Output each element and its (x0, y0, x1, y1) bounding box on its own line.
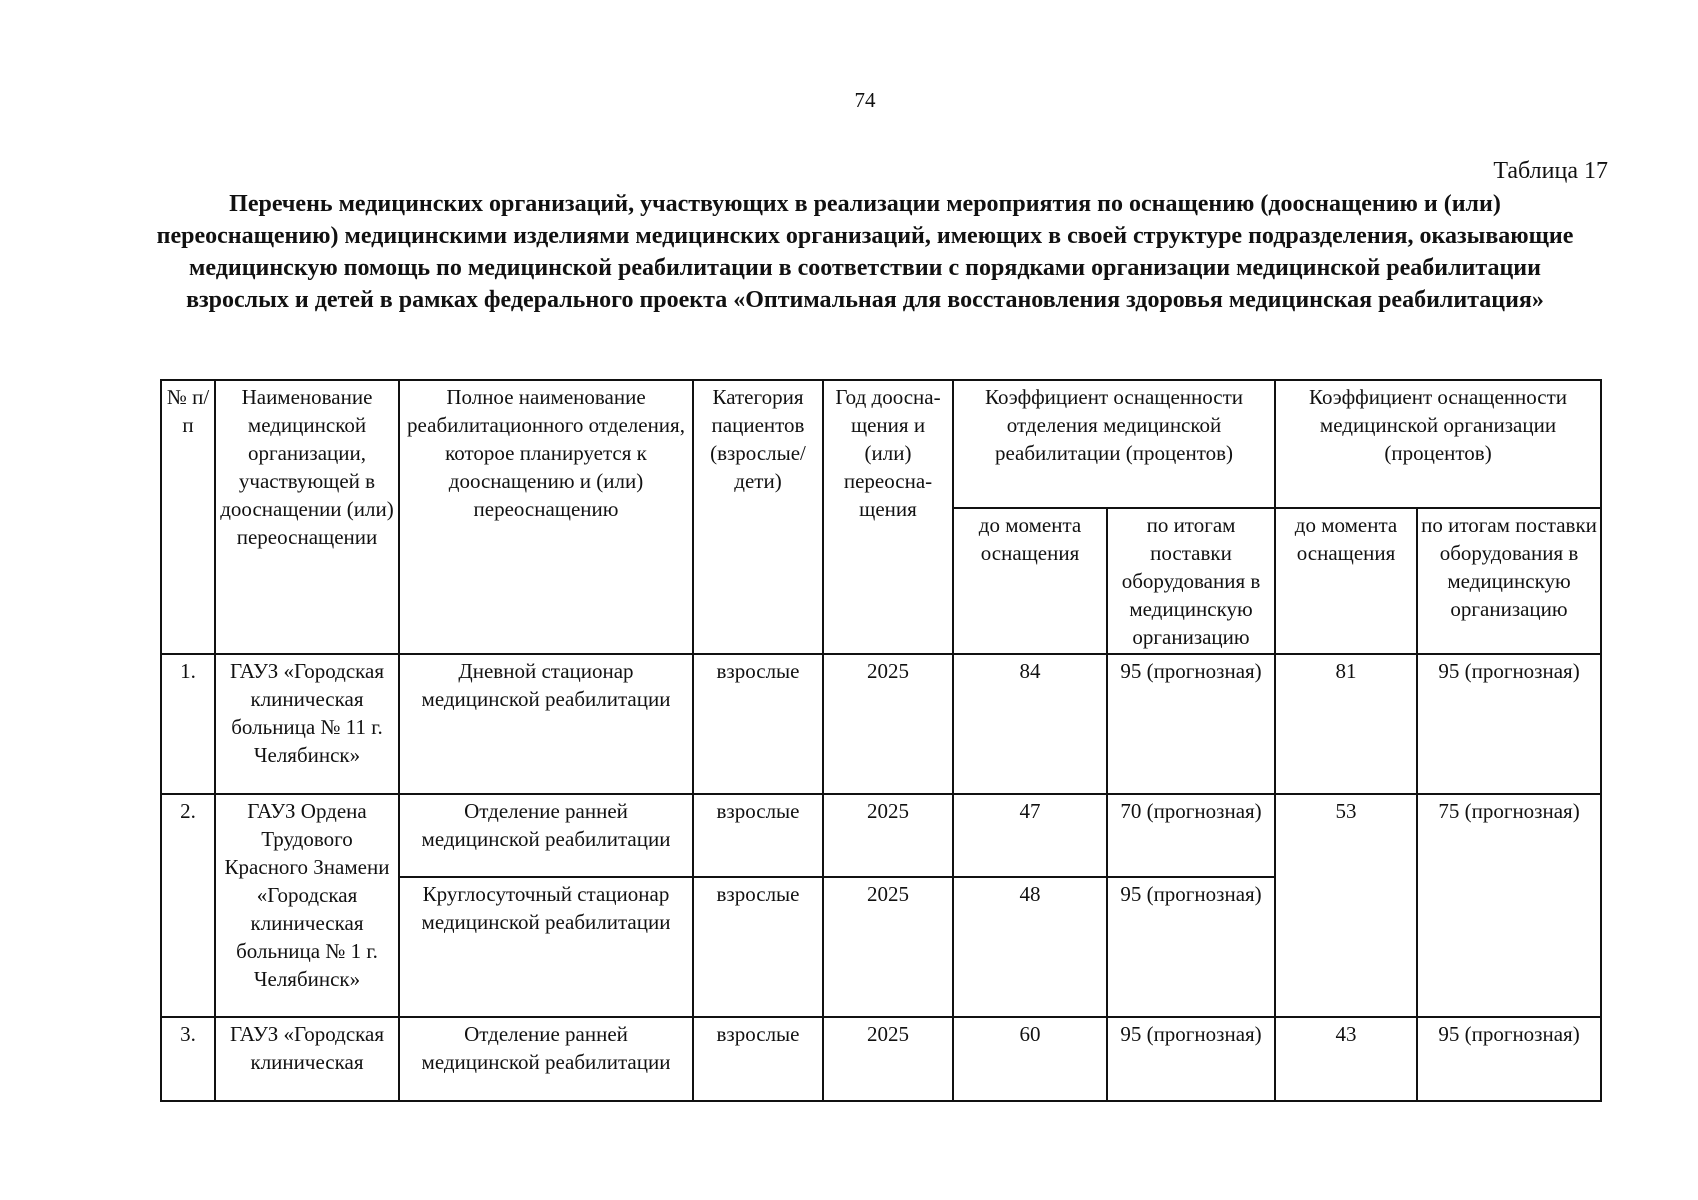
table-label: Таблица 17 (1493, 158, 1608, 184)
category-cell: взрослые (693, 877, 823, 1017)
org-name-cell: ГАУЗ «Городская клиническая больница № 11 г. Челябинск» (215, 654, 399, 794)
header-dept-name: Полное наименование реабилитационного отделения, которое планируется к дооснащению и (или) переоснащению (399, 380, 693, 654)
dept-before-cell: 60 (953, 1017, 1107, 1101)
dept-name-cell: Отделение ранней медицинской реабилитации (399, 794, 693, 877)
category-cell: взрослые (693, 1017, 823, 1101)
row-num: 3. (161, 1017, 215, 1101)
category-cell: взрослые (693, 654, 823, 794)
dept-before-cell: 48 (953, 877, 1107, 1017)
category-cell: взрослые (693, 794, 823, 877)
header-dept-before: до момента оснащения (953, 508, 1107, 654)
year-cell: 2025 (823, 654, 953, 794)
document-title: Перечень медицинских организаций, участвующих в реализации мероприятия по оснащению (дооснащению и (или) переоснащению) медицинскими изделиями медицинских организаций, имеющих в своей структуре подразделения, оказывающие медицинскую помощь по медицинской реабилитации в соответствии с порядками организации медицинской реабилитации взрослых и детей в рамках федерального проекта «Оптимальная для восстановления здоровья медицинская реабилитация» (156, 191, 1574, 313)
page-number: 74 (854, 88, 876, 112)
header-dept-coef: Коэффициент оснащенности отделения медицинской реабилитации (процентов) (953, 380, 1275, 508)
row-num: 1. (161, 654, 215, 794)
org-before-cell: 81 (1275, 654, 1417, 794)
table-row (161, 1017, 1601, 1101)
header-category: Категория пациентов (взрослые/ дети) (693, 380, 823, 654)
org-name-cell: ГАУЗ Ордена Трудового Красного Знамени «Городская клиническая больница № 1 г. Челябинск» (215, 794, 399, 1017)
dept-after-cell: 95 (прогнозная) (1107, 877, 1275, 1017)
header-org-after: по итогам поставки оборудования в медицинскую организацию (1417, 508, 1601, 654)
row-num: 2. (161, 794, 215, 1017)
year-cell: 2025 (823, 877, 953, 1017)
table-row (161, 794, 1601, 877)
header-org-coef: Коэффициент оснащенности медицинской организации (процентов) (1275, 380, 1601, 508)
header-org-before: до момента оснащения (1275, 508, 1417, 654)
dept-after-cell: 70 (прогнозная) (1107, 794, 1275, 877)
year-cell: 2025 (823, 1017, 953, 1101)
header-year: Год доосна-щения и (или) переосна-щения (823, 380, 953, 654)
org-after-cell: 95 (прогнозная) (1417, 1017, 1601, 1101)
table-row (161, 654, 1601, 794)
header-dept-after: по итогам поставки оборудования в медицинскую организацию (1107, 508, 1275, 654)
organizations-table (160, 379, 1602, 1102)
dept-name-cell: Отделение ранней медицинской реабилитации (399, 1017, 693, 1101)
dept-before-cell: 47 (953, 794, 1107, 877)
dept-after-cell: 95 (прогнозная) (1107, 654, 1275, 794)
org-after-cell: 75 (прогнозная) (1417, 794, 1601, 1017)
org-before-cell: 53 (1275, 794, 1417, 1017)
header-row (161, 380, 1601, 508)
header-org-name: Наименование медицинской организации, участвующей в дооснащении (или) переоснащении (215, 380, 399, 654)
org-before-cell: 43 (1275, 1017, 1417, 1101)
org-after-cell: 95 (прогнозная) (1417, 654, 1601, 794)
dept-before-cell: 84 (953, 654, 1107, 794)
header-num: № п/п (161, 380, 215, 654)
dept-after-cell: 95 (прогнозная) (1107, 1017, 1275, 1101)
year-cell: 2025 (823, 794, 953, 877)
dept-name-cell: Дневной стационар медицинской реабилитации (399, 654, 693, 794)
dept-name-cell: Круглосуточный стационар медицинской реабилитации (399, 877, 693, 1017)
org-name-cell: ГАУЗ «Городская клиническая (215, 1017, 399, 1101)
